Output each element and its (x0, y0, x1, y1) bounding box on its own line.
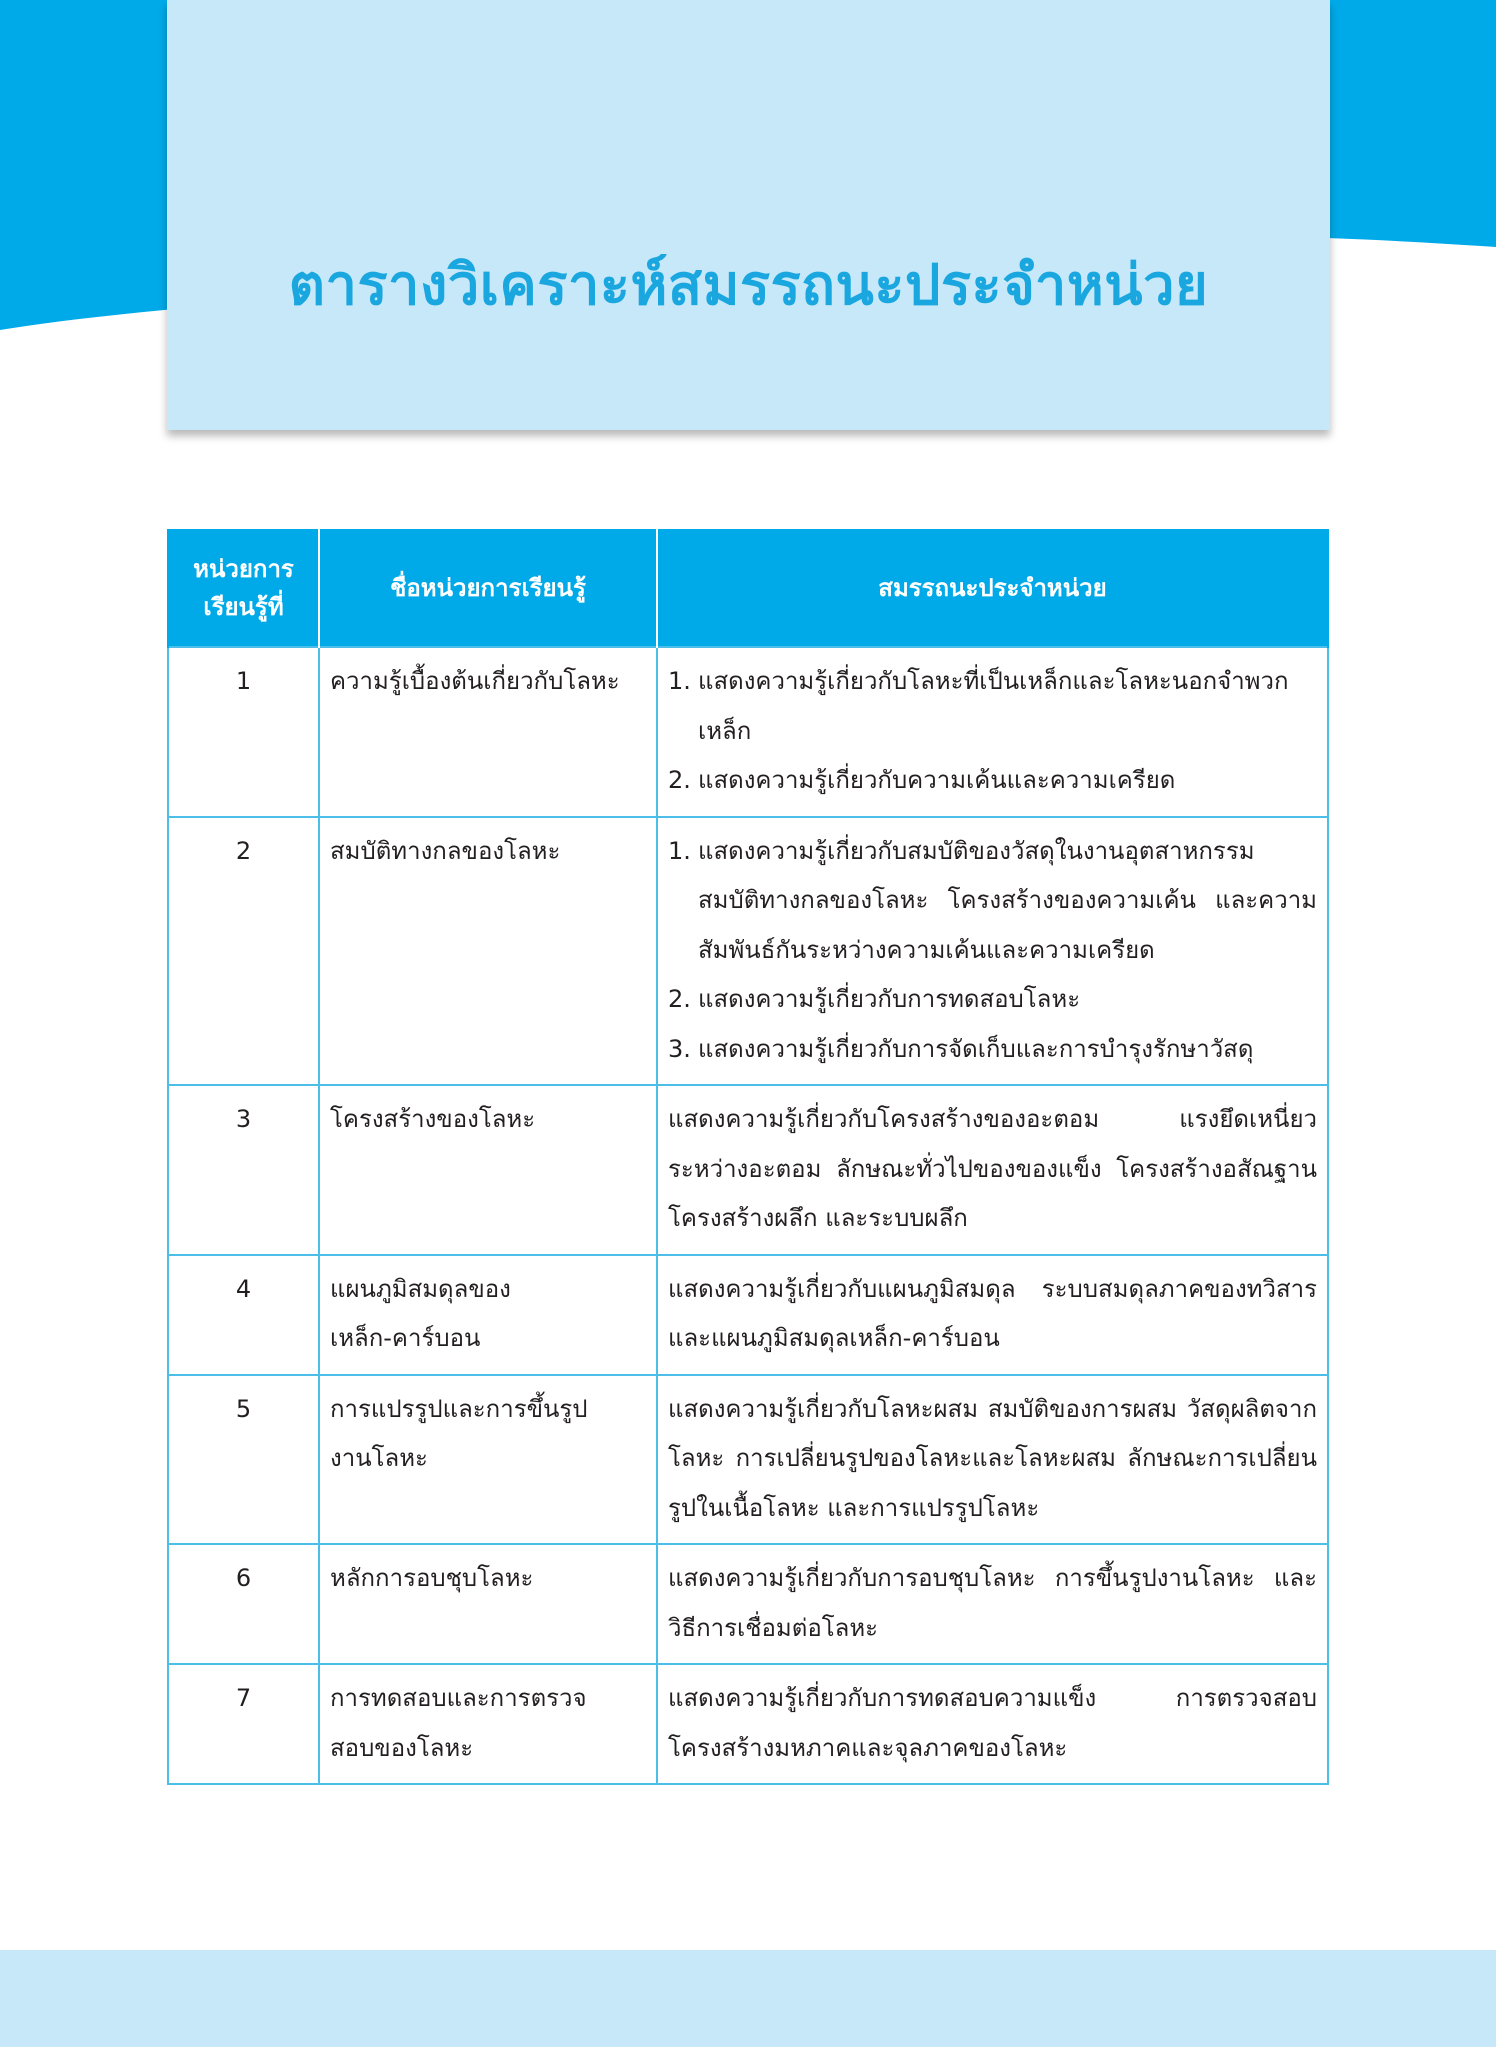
competency-item: แสดงความรู้เกี่ยวกับสมบัติของวัสดุในงานอุตสาหกรรม สมบัติทางกลของโลหะ โครงสร้างของความเค้น และความสัมพันธ์กันระหว่างความเค้นและความเครียด (698, 836, 1317, 964)
unit-number: 4 (168, 1255, 319, 1375)
header-unit-number-line2: เรียนรู้ที่ (203, 592, 284, 621)
unit-number: 2 (168, 817, 319, 1086)
competency-item: แสดงความรู้เกี่ยวกับโลหะที่เป็นเหล็กและโลหะนอกจำพวกเหล็ก (698, 667, 1289, 745)
table-row (168, 1255, 1328, 1375)
unit-name (319, 1255, 657, 1375)
unit-name-line2: เหล็ก-คาร์บอน (330, 1324, 481, 1352)
table-row (168, 1375, 1328, 1545)
table-row (168, 1085, 1328, 1255)
unit-name (319, 1664, 657, 1784)
table-row (168, 647, 1328, 817)
unit-name: โครงสร้างของโลหะ (319, 1085, 657, 1255)
competency-item: แสดงความรู้เกี่ยวกับการทดสอบโลหะ (698, 985, 1081, 1013)
unit-name (319, 1375, 657, 1545)
unit-name-line2: สอบของโลหะ (330, 1733, 474, 1762)
unit-competency (657, 817, 1328, 1086)
unit-name: ความรู้เบื้องต้นเกี่ยวกับโลหะ (319, 647, 657, 817)
unit-name: หลักการอบชุบโลหะ (319, 1544, 657, 1664)
page-title: ตารางวิเคราะห์สมรรถนะประจำหน่วย (288, 253, 1209, 318)
unit-name: สมบัติทางกลของโลหะ (319, 817, 657, 1086)
table-row (168, 1544, 1328, 1664)
unit-competency: แสดงความรู้เกี่ยวกับการทดสอบความแข็ง การตรวจสอบโครงสร้างมหภาคและจุลภาคของโลหะ (657, 1664, 1328, 1784)
unit-competency: แสดงความรู้เกี่ยวกับแผนภูมิสมดุล ระบบสมดุลภาคของทวิสาร และแผนภูมิสมดุลเหล็ก-คาร์บอน (657, 1255, 1328, 1375)
header-unit-number (168, 529, 319, 647)
competency-list (668, 827, 1317, 1075)
table-row (168, 817, 1328, 1086)
unit-competency: แสดงความรู้เกี่ยวกับโลหะผสม สมบัติของการผสม วัสดุผลิตจากโลหะ การเปลี่ยนรูปของโลหะและโลหะผสม ลักษณะการเปลี่ยนรูปในเนื้อโลหะ และการแปรรูปโลหะ (657, 1375, 1328, 1545)
unit-name-line1: การทดสอบและการตรวจ (330, 1684, 587, 1712)
footer-band (0, 1950, 1496, 2047)
title-card (167, 0, 1330, 430)
unit-number: 5 (168, 1375, 319, 1545)
unit-name-line2: งานโลหะ (330, 1444, 428, 1472)
unit-number: 1 (168, 647, 319, 817)
unit-competency: แสดงความรู้เกี่ยวกับการอบชุบโลหะ การขึ้นรูปงานโลหะ และวิธีการเชื่อมต่อโลหะ (657, 1544, 1328, 1664)
competency-analysis-table (167, 529, 1329, 1785)
unit-competency (657, 647, 1328, 817)
table-header-row (168, 529, 1328, 647)
unit-name-line1: การแปรรูปและการขึ้นรูป (330, 1394, 588, 1423)
header-unit-name: ชื่อหน่วยการเรียนรู้ (319, 529, 657, 647)
unit-competency: แสดงความรู้เกี่ยวกับโครงสร้างของอะตอม แรงยึดเหนี่ยวระหว่างอะตอม ลักษณะทั่วไปของของแข็ง โครงสร้างอสัณฐาน โครงสร้างผลึก และระบบผลึก (657, 1085, 1328, 1255)
competency-item: แสดงความรู้เกี่ยวกับการจัดเก็บและการบำรุงรักษาวัสดุ (698, 1034, 1254, 1063)
header-unit-number-line1: หน่วยการ (193, 554, 294, 583)
unit-number: 7 (168, 1664, 319, 1784)
unit-number: 3 (168, 1085, 319, 1255)
competency-list (668, 657, 1317, 806)
table-row (168, 1664, 1328, 1784)
unit-number: 6 (168, 1544, 319, 1664)
unit-name-line1: แผนภูมิสมดุลของ (330, 1274, 511, 1303)
header-competency: สมรรถนะประจำหน่วย (657, 529, 1328, 647)
competency-item: แสดงความรู้เกี่ยวกับความเค้นและความเครียด (698, 766, 1176, 794)
